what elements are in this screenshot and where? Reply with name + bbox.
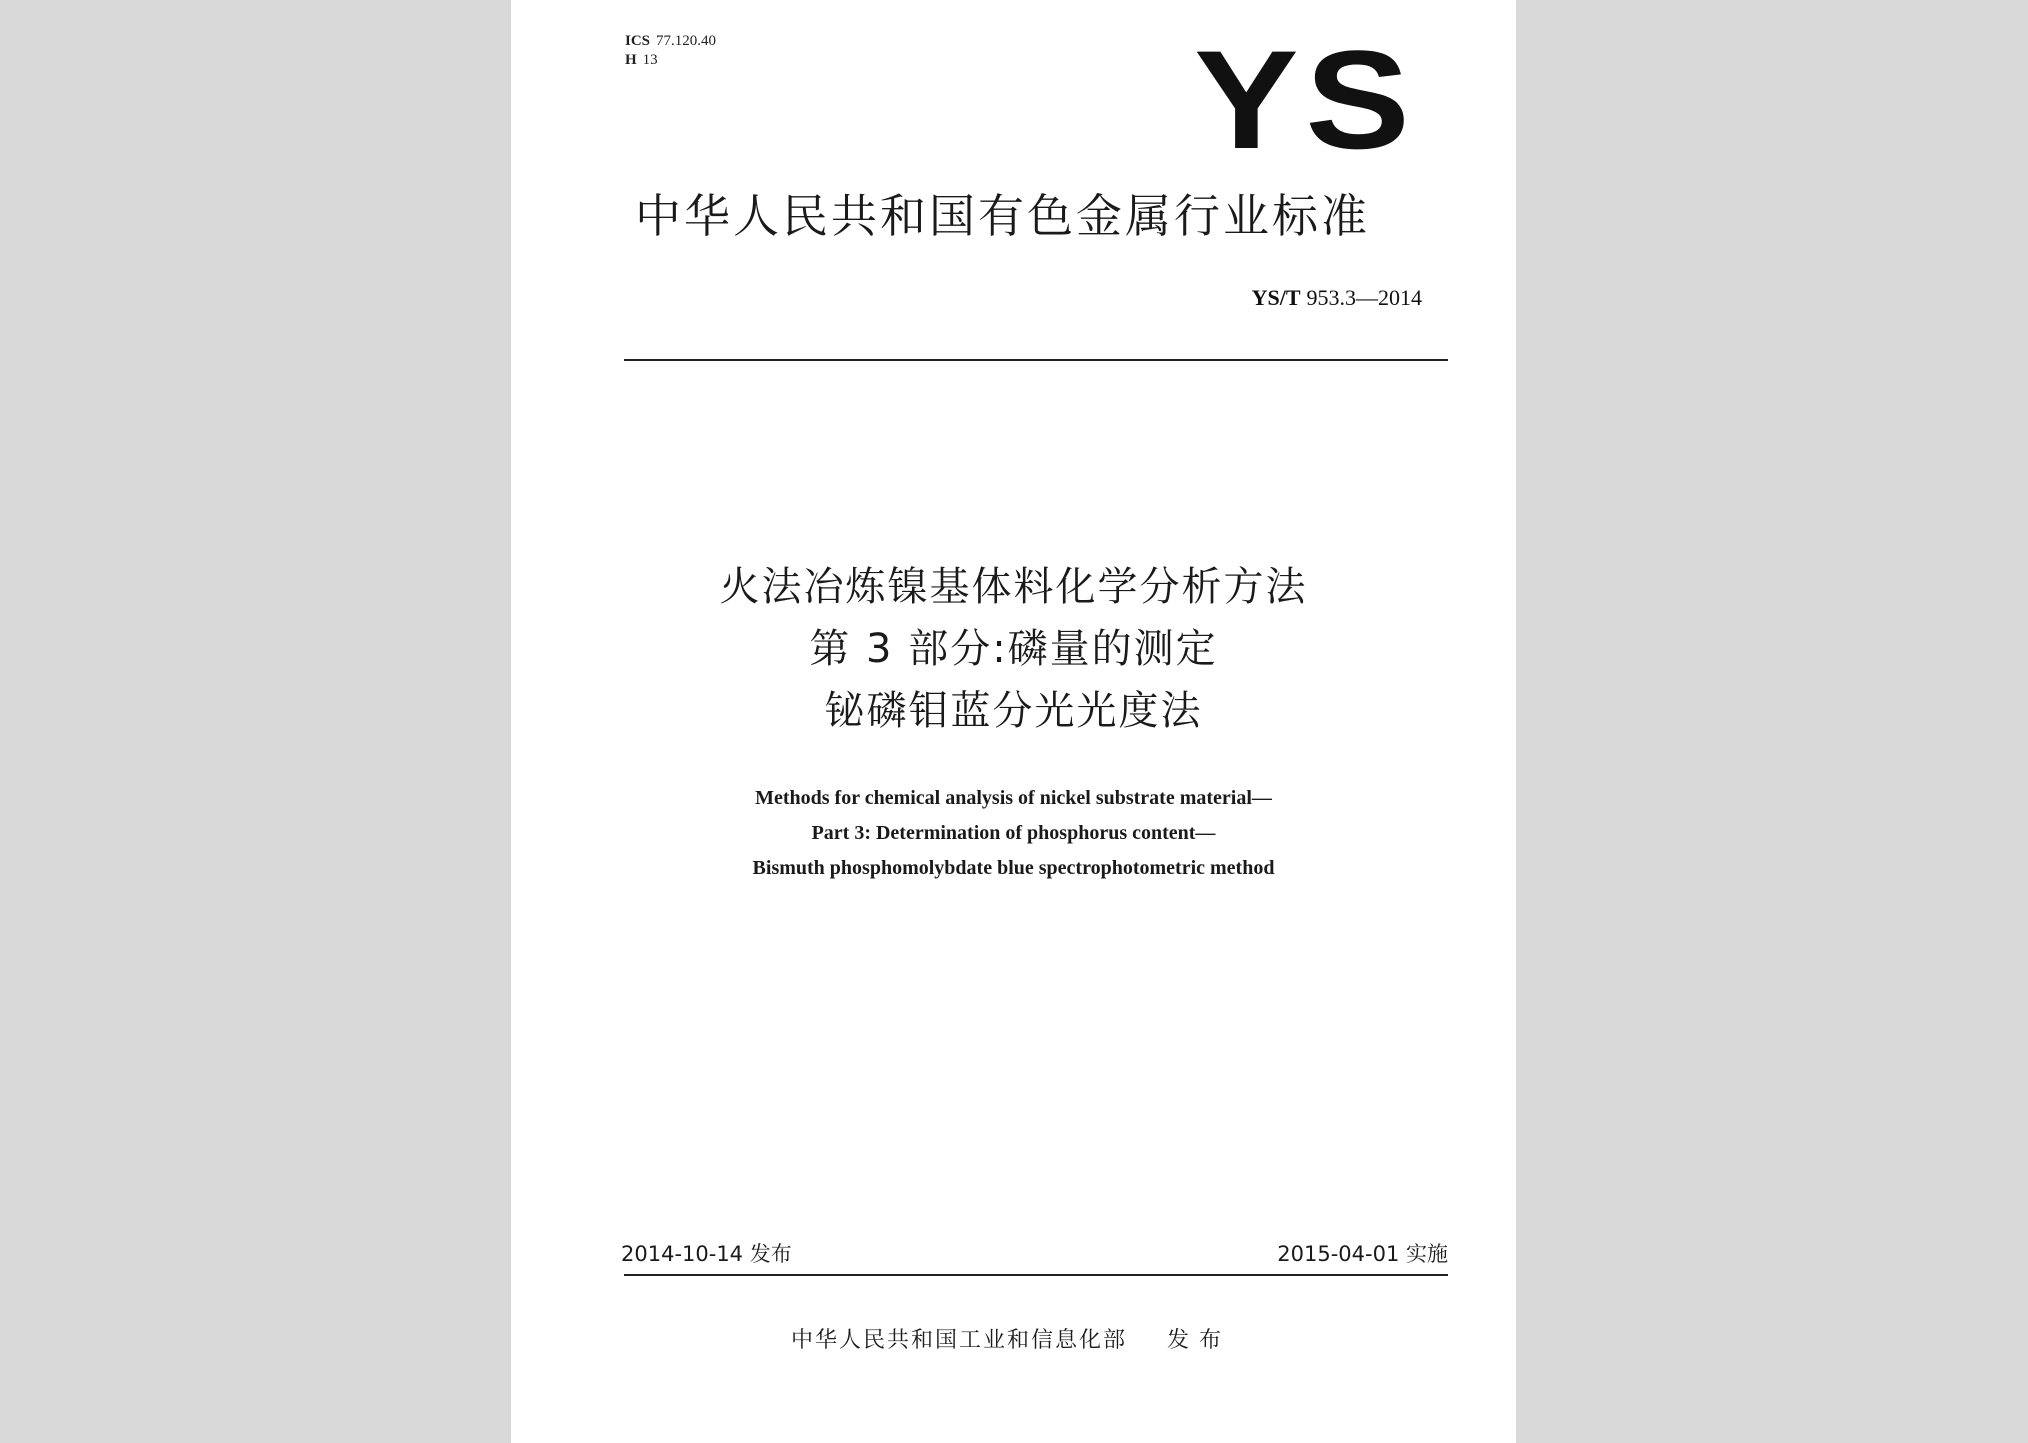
standard-number-code: 953.3—2014	[1306, 285, 1422, 310]
ccs-label: H	[625, 52, 637, 68]
ics-classification	[625, 32, 716, 50]
title-en-line2: Part 3: Determination of phosphorus content—	[811, 822, 1216, 844]
document-page	[511, 0, 1516, 1443]
header-divider	[624, 359, 1448, 361]
implementation-date: 2015-04-01 实施	[1277, 1242, 1448, 1266]
ics-label: ICS	[625, 33, 651, 49]
title-en-line3: Bismuth phosphomolybdate blue spectrophotometric method	[752, 857, 1275, 879]
ccs-code: 13	[642, 52, 658, 68]
issuing-authority	[791, 1325, 1231, 1357]
issuer-action: 发布	[1167, 1328, 1232, 1353]
issuer-name: 中华人民共和国工业和信息化部	[791, 1328, 1128, 1353]
ys-logo: YS	[1194, 21, 1417, 178]
title-chinese	[511, 556, 1516, 742]
title-cn-line1: 火法冶炼镍基体料化学分析方法	[719, 564, 1308, 610]
ccs-classification	[625, 51, 658, 69]
title-english	[511, 781, 1516, 886]
title-en-line1: Methods for chemical analysis of nickel substrate material—	[755, 787, 1272, 809]
issue-date: 2014-10-14 发布	[621, 1242, 792, 1266]
title-cn-line2: 第 3 部分:磷量的测定	[809, 626, 1218, 672]
title-cn-line3: 铋磷钼蓝分光光度法	[824, 688, 1203, 734]
footer-divider	[624, 1274, 1448, 1276]
standard-number-prefix: YS/T	[1251, 285, 1301, 310]
ics-code: 77.120.40	[656, 33, 717, 49]
agency-title: 中华人民共和国有色金属行业标准	[635, 189, 1370, 243]
standard-number	[1252, 285, 1422, 311]
